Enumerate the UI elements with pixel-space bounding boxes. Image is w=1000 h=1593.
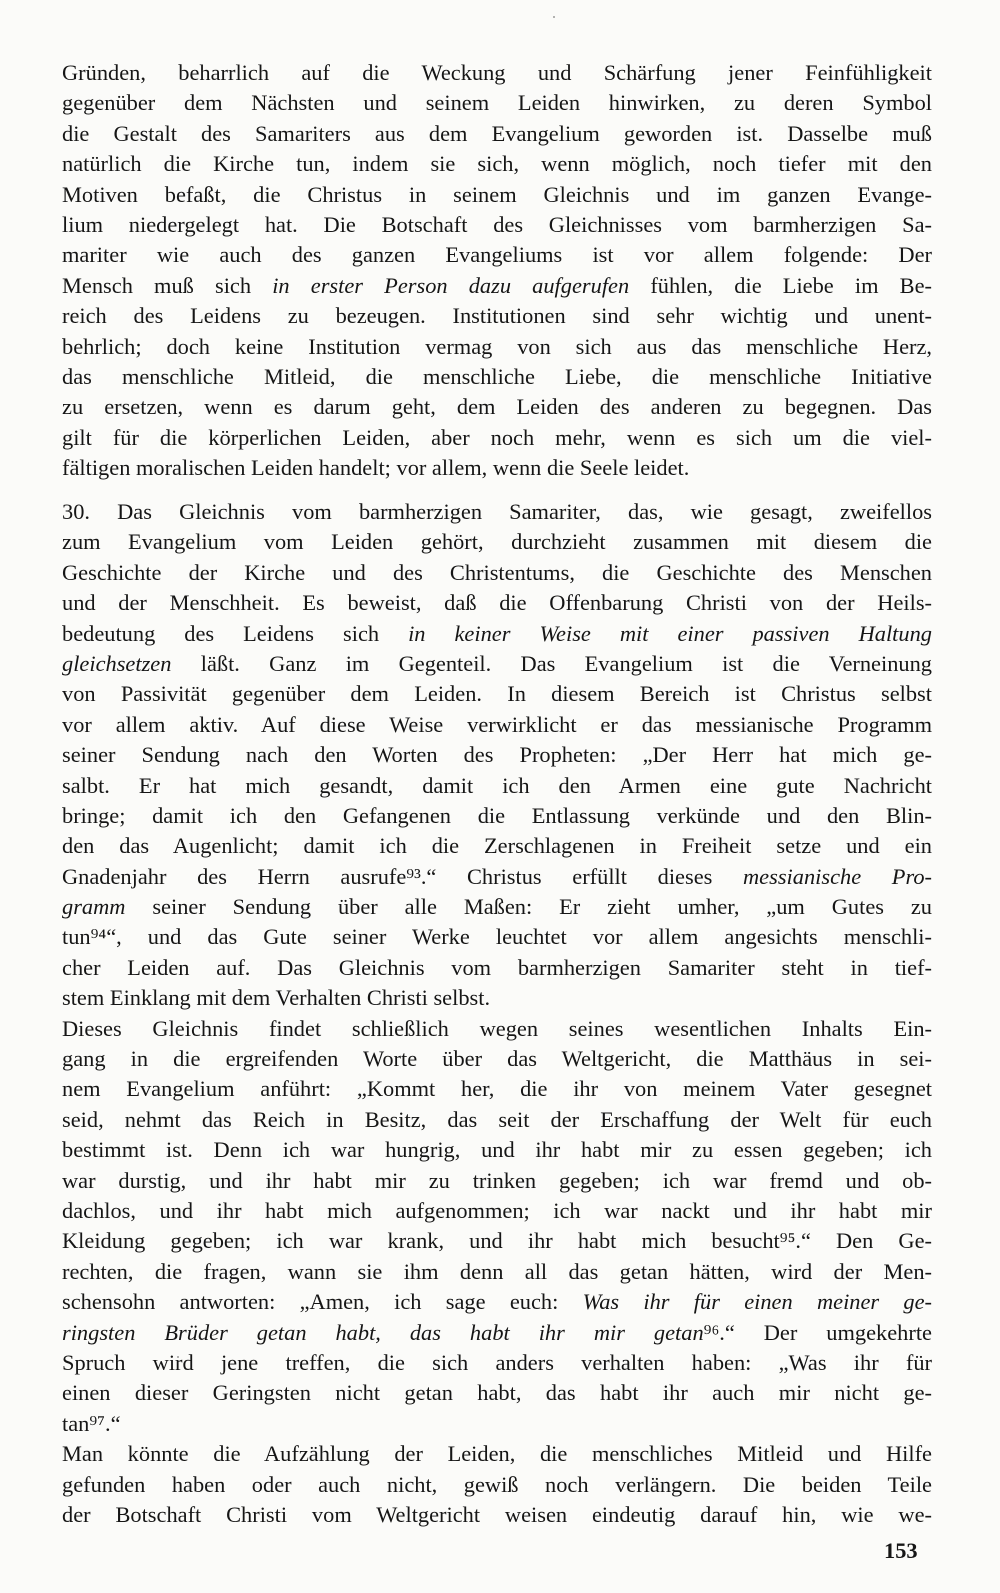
page-number: 153 bbox=[884, 1538, 918, 1563]
text-run: bestimmt ist. Denn ich war hungrig, und ihr habt mir zu essen gegeben; ich bbox=[62, 1137, 932, 1163]
text-line bbox=[62, 922, 932, 952]
text-line bbox=[62, 801, 932, 831]
text-line bbox=[62, 392, 932, 422]
text-run: schensohn antworten: „Amen, ich sage euch: bbox=[62, 1289, 583, 1315]
italic-text: in erster Person dazu aufgerufen bbox=[272, 272, 630, 298]
text-line bbox=[62, 1318, 932, 1348]
text-line bbox=[62, 453, 932, 483]
text-run: bringe; damit ich den Gefangenen die Entlassung verkünde und den Blin- bbox=[62, 802, 932, 828]
text-run: seid, nehmt das Reich in Besitz, das seit der Erschaffung der Welt für euch bbox=[62, 1106, 932, 1132]
italic-text: in keiner Weise mit einer passiven Haltung bbox=[408, 620, 932, 646]
text-line bbox=[62, 497, 932, 527]
text-run: gegenüber dem Nächsten und seinem Leiden hinwirken, zu deren Symbol bbox=[62, 90, 932, 116]
text-line bbox=[62, 1074, 932, 1104]
text-run: fältigen moralischen Leiden handelt; vor allem, wenn die Seele leidet. bbox=[62, 455, 690, 481]
text-run: natürlich die Kirche tun, indem sie sich, wenn möglich, noch tiefer mit den bbox=[62, 151, 932, 177]
text-run: gilt für die körperlichen Leiden, aber noch mehr, wenn es sich um die viel- bbox=[62, 424, 932, 450]
italic-text: ringsten Brüder getan habt, das habt ihr mir getan bbox=[62, 1319, 704, 1345]
text-line bbox=[62, 210, 932, 240]
text-run: tan⁹⁷.“ bbox=[62, 1410, 121, 1436]
text-run: seiner Sendung nach den Worten des Propheten: „Der Herr hat mich ge- bbox=[62, 742, 932, 768]
text-line bbox=[62, 1105, 932, 1135]
text-line bbox=[62, 619, 932, 649]
text-line bbox=[62, 862, 932, 892]
text-run: Man könnte die Aufzählung der Leiden, die menschliches Mitleid und Hilfe bbox=[62, 1441, 932, 1467]
text-run: nem Evangelium anführt: „Kommt her, die ihr von meinem Vater gesegnet bbox=[62, 1076, 932, 1102]
text-run: salbt. Er hat mich gesandt, damit ich den Armen eine gute Nachricht bbox=[62, 772, 932, 798]
text-line bbox=[62, 771, 932, 801]
text-run: war durstig, und ihr habt mir zu trinken gegeben; ich war fremd und ob- bbox=[62, 1167, 932, 1193]
italic-text: gramm bbox=[62, 894, 126, 920]
section-30 bbox=[62, 497, 932, 1530]
text-run: Geschichte der Kirche und des Christentums, die Geschichte des Menschen bbox=[62, 559, 932, 585]
italic-text: gleichsetzen bbox=[62, 650, 172, 676]
text-line bbox=[62, 119, 932, 149]
text-run: stem Einklang mit dem Verhalten Christi selbst. bbox=[62, 985, 491, 1011]
scan-speck bbox=[553, 16, 555, 18]
text-run: zu ersetzen, wenn es darum geht, dem Leiden des anderen zu begegnen. Das bbox=[62, 394, 932, 420]
text-run: 30. Das Gleichnis vom barmherzigen Samariter, das, wie gesagt, zweifellos bbox=[62, 499, 932, 524]
text-line bbox=[62, 1226, 932, 1256]
text-run: Spruch wird jene treffen, die sich anders verhalten haben: „Was ihr für bbox=[62, 1349, 932, 1375]
text-line bbox=[62, 58, 932, 88]
italic-text: messianische Pro- bbox=[743, 863, 932, 889]
text-run: tun⁹⁴“, und das Gute seiner Werke leuchtet vor allem angesichts menschli- bbox=[62, 924, 932, 950]
text-line bbox=[62, 710, 932, 740]
text-line bbox=[62, 558, 932, 588]
text-run: fühlen, die Liebe im Be- bbox=[629, 272, 932, 298]
text-line bbox=[62, 271, 932, 301]
text-run: Dieses Gleichnis findet schließlich wegen seines wesentlichen Inhalts Ein- bbox=[62, 1015, 932, 1041]
text-run: Kleidung gegeben; ich war krank, und ihr habt mich besucht⁹⁵.“ Den Ge- bbox=[62, 1228, 932, 1254]
text-line bbox=[62, 1135, 932, 1165]
text-line bbox=[62, 180, 932, 210]
text-run: reich des Leidens zu bezeugen. Institutionen sind sehr wichtig und unent- bbox=[62, 303, 932, 329]
text-line bbox=[62, 301, 932, 331]
text-run: die Gestalt des Samariters aus dem Evangelium geworden ist. Dasselbe muß bbox=[62, 120, 932, 146]
text-run: vor allem aktiv. Auf diese Weise verwirklicht er das messianische Programm bbox=[62, 711, 932, 737]
text-run: und der Menschheit. Es beweist, daß die Offenbarung Christi von der Heils- bbox=[62, 590, 932, 616]
text-line bbox=[62, 1196, 932, 1226]
text-line bbox=[62, 983, 932, 1013]
text-line bbox=[62, 1348, 932, 1378]
text-run: bedeutung des Leidens sich bbox=[62, 620, 409, 646]
text-run: zum Evangelium vom Leiden gehört, durchzieht zusammen mit diesem die bbox=[62, 529, 932, 555]
text-run: einen dieser Geringsten nicht getan habt, das habt ihr auch mir nicht ge- bbox=[62, 1380, 932, 1406]
text-run: von Passivität gegenüber dem Leiden. In diesem Bereich ist Christus selbst bbox=[62, 681, 932, 707]
text-line bbox=[62, 527, 932, 557]
text-line bbox=[62, 1287, 932, 1317]
text-line bbox=[62, 679, 932, 709]
text-run: der Botschaft Christi vom Weltgericht weisen eindeutig darauf hin, wie we- bbox=[62, 1501, 932, 1527]
text-run: cher Leiden auf. Das Gleichnis vom barmherzigen Samariter steht in tief- bbox=[62, 954, 932, 980]
text-run: das menschliche Mitleid, die menschliche Liebe, die menschliche Initiative bbox=[62, 363, 932, 389]
text-run: läßt. Ganz im Gegenteil. Das Evangelium ist die Verneinung bbox=[171, 650, 932, 676]
text-line bbox=[62, 1014, 932, 1044]
text-line bbox=[62, 649, 932, 679]
text-run: Motiven befaßt, die Christus in seinem Gleichnis und im ganzen Evange- bbox=[62, 181, 932, 207]
text-run: seiner Sendung über alle Maßen: Er zieht umher, „um Gutes zu bbox=[125, 894, 932, 920]
text-line bbox=[62, 1378, 932, 1408]
text-run: rechten, die fragen, wann sie ihm denn all das getan hätten, wird der Men- bbox=[62, 1258, 932, 1284]
text-line bbox=[62, 1409, 932, 1439]
text-line bbox=[62, 149, 932, 179]
text-line bbox=[62, 588, 932, 618]
text-run: behrlich; doch keine Institution vermag von sich aus das menschliche Herz, bbox=[62, 333, 932, 359]
text-run: den das Augenlicht; damit ich die Zerschlagenen in Freiheit setze und ein bbox=[62, 833, 932, 859]
text-line bbox=[62, 831, 932, 861]
text-run: Mensch muß sich bbox=[62, 272, 273, 298]
text-run: ⁹⁶.“ Der umgekehrte bbox=[703, 1319, 932, 1345]
text-run: gefunden haben oder auch nicht, gewiß noch verlängern. Die beiden Teile bbox=[62, 1471, 932, 1497]
text-line bbox=[62, 1470, 932, 1500]
text-run: gang in die ergreifenden Worte über das Weltgericht, die Matthäus in sei- bbox=[62, 1046, 932, 1072]
text-run: Gründen, beharrlich auf die Weckung und Schärfung jener Feinfühligkeit bbox=[62, 60, 932, 85]
text-line bbox=[62, 362, 932, 392]
paragraph-29-continuation bbox=[62, 58, 932, 483]
text-line bbox=[62, 892, 932, 922]
text-line bbox=[62, 1439, 932, 1469]
text-line bbox=[62, 740, 932, 770]
text-line bbox=[62, 1166, 932, 1196]
text-run: lium niedergelegt hat. Die Botschaft des Gleichnisses vom barmherzigen Sa- bbox=[62, 211, 932, 237]
text-line bbox=[62, 88, 932, 118]
italic-text: Was ihr für einen meiner ge- bbox=[582, 1289, 933, 1315]
text-run: mariter wie auch des ganzen Evangeliums ist vor allem folgende: Der bbox=[62, 242, 932, 268]
text-line bbox=[62, 240, 932, 270]
text-run: Gnadenjahr des Herrn ausrufe⁹³.“ Christus erfüllt dieses bbox=[62, 863, 743, 889]
text-line bbox=[62, 423, 932, 453]
text-line bbox=[62, 1044, 932, 1074]
text-line bbox=[62, 332, 932, 362]
text-line bbox=[62, 953, 932, 983]
text-run: dachlos, und ihr habt mich aufgenommen; ich war nackt und ihr habt mir bbox=[62, 1197, 932, 1223]
text-line bbox=[62, 1500, 932, 1530]
text-line bbox=[62, 1257, 932, 1287]
